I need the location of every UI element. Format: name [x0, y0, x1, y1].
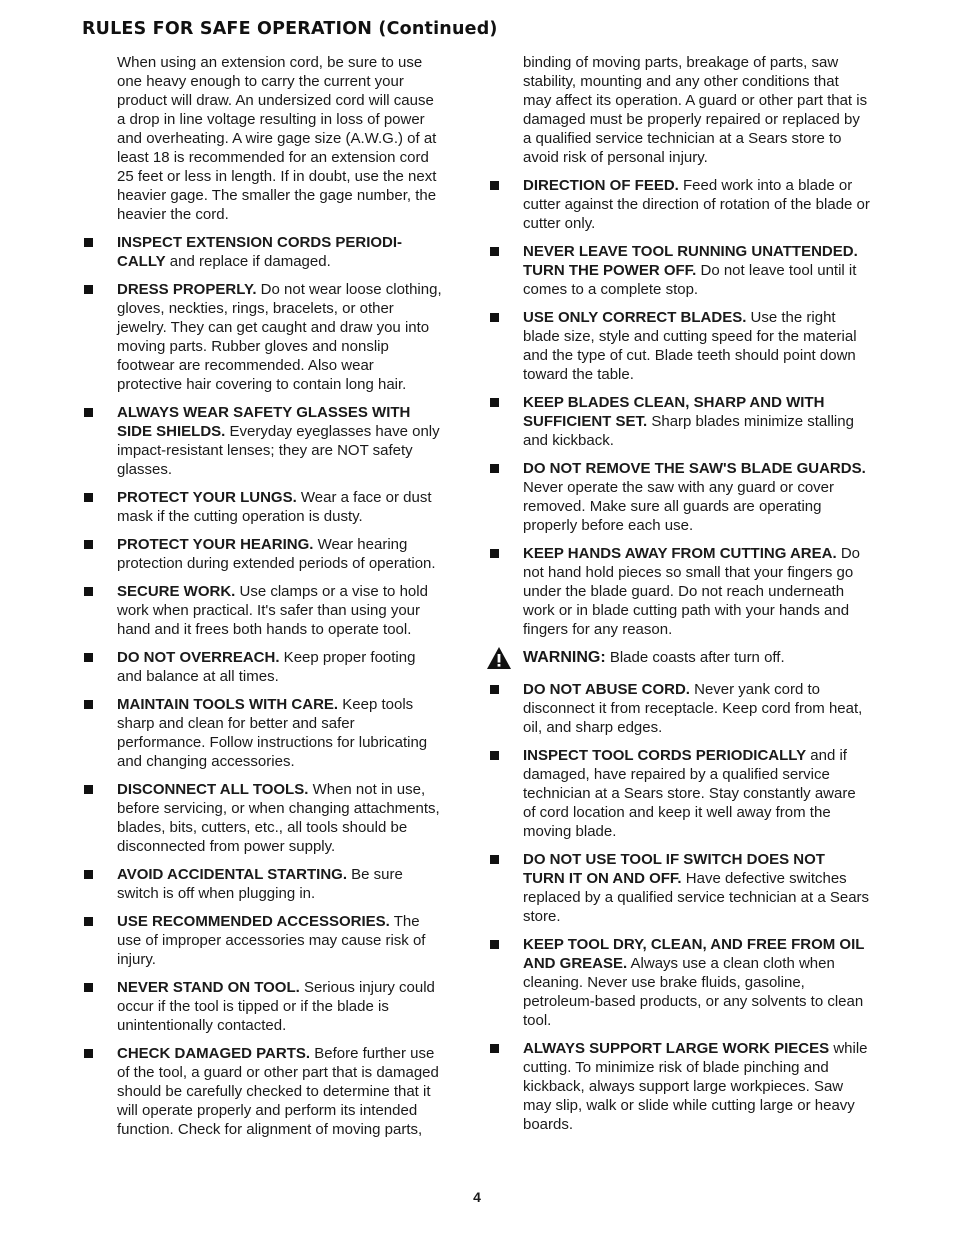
bullet-icon	[490, 313, 499, 322]
rule-safety-glasses: ALWAYS WEAR SAFETY GLASSES WITH SIDE SHIELDS. Everyday eyeglasses have only impact-resistant lenses; they are NOT safety glasses.	[82, 403, 442, 479]
rule-keep-tool-dry: KEEP TOOL DRY, CLEAN, AND FREE FROM OIL AND GREASE. Always use a clean cloth when cleaning. Never use brake fluids, gasoline, petroleum-based products, or any solvents to clean tool.	[488, 935, 870, 1030]
damaged-parts-continuation: binding of moving parts, breakage of parts, saw stability, mounting and any other conditions that may affect its operation. A guard or other part that is damaged must be properly repaired or replaced by a qualified service technician at a Sears store to avoid risk of personal injury.	[523, 54, 868, 166]
blade-coast-warning: WARNING: Blade coasts after turn off.	[488, 648, 870, 667]
rule-keep-blades-clean: KEEP BLADES CLEAN, SHARP AND WITH SUFFICIENT SET. Sharp blades minimize stalling and kickback.	[488, 393, 870, 450]
bullet-icon	[490, 1044, 499, 1053]
bullet-icon	[84, 238, 93, 247]
left-column	[82, 53, 442, 1148]
bullet-icon	[84, 285, 93, 294]
bullet-icon	[84, 870, 93, 879]
rule-switch-check: DO NOT USE TOOL IF SWITCH DOES NOT TURN IT ON AND OFF. Have defective switches replaced by a qualified service technician at a Sears store.	[488, 850, 870, 926]
rule-avoid-accidental-starting: AVOID ACCIDENTAL STARTING. Be sure switch is off when plugging in.	[82, 865, 442, 903]
bullet-icon	[84, 700, 93, 709]
page-title: RULES FOR SAFE OPERATION (Continued)	[82, 19, 498, 39]
bullet-icon	[490, 940, 499, 949]
rule-disconnect-tools: DISCONNECT ALL TOOLS. When not in use, before servicing, or when changing attachments, blades, bits, cutters, etc., all tools should be disconnected from power supply.	[82, 780, 442, 856]
bullet-icon	[490, 751, 499, 760]
rule-blade-guards: DO NOT REMOVE THE SAW'S BLADE GUARDS. Never operate the saw with any guard or cover removed. Make sure all guards are operating properly before each use.	[488, 459, 870, 535]
bullet-icon	[84, 493, 93, 502]
rule-do-not-abuse-cord: DO NOT ABUSE CORD. Never yank cord to disconnect it from receptacle. Keep cord from heat, oil, and sharp edges.	[488, 680, 870, 737]
rule-inspect-tool-cords: INSPECT TOOL CORDS PERIODICALLY and if damaged, have repaired by a qualified service technician at a Sears store. Stay constantly aware of cord location and keep it well away from the moving blade.	[488, 746, 870, 841]
bullet-icon	[490, 398, 499, 407]
rule-inspect-extension-cords: INSPECT EXTENSION CORDS PERIODI-CALLY and replace if damaged.	[82, 233, 442, 271]
right-column	[488, 53, 870, 1143]
rule-protect-lungs: PROTECT YOUR LUNGS. Wear a face or dust mask if the cutting operation is dusty.	[82, 488, 442, 526]
bullet-icon	[84, 408, 93, 417]
bullet-icon	[84, 1049, 93, 1058]
bullet-icon	[84, 983, 93, 992]
rule-recommended-accessories: USE RECOMMENDED ACCESSORIES. The use of improper accessories may cause risk of injury.	[82, 912, 442, 969]
rule-support-large-work: ALWAYS SUPPORT LARGE WORK PIECES while cutting. To minimize risk of blade pinching and kickback, always support large workpieces. Saw may slip, walk or slide while cutting large or heavy boards.	[488, 1039, 870, 1134]
rule-never-leave-tool-running: NEVER LEAVE TOOL RUNNING UNATTENDED. TURN THE POWER OFF. Do not leave tool until it comes to a complete stop.	[488, 242, 870, 299]
rule-keep-hands-away: KEEP HANDS AWAY FROM CUTTING AREA. Do not hand hold pieces so small that your fingers go under the blade guard. Do not reach underneath work or in blade cutting path with your hands and fingers for any reason.	[488, 544, 870, 639]
bullet-icon	[84, 785, 93, 794]
bullet-icon	[490, 549, 499, 558]
bullet-icon	[490, 181, 499, 190]
bullet-icon	[490, 685, 499, 694]
bullet-icon	[84, 917, 93, 926]
bullet-icon	[84, 587, 93, 596]
warning-triangle-icon	[486, 646, 512, 670]
rule-protect-hearing: PROTECT YOUR HEARING. Wear hearing protection during extended periods of operation.	[82, 535, 442, 573]
rule-dress-properly: DRESS PROPERLY. Do not wear loose clothing, gloves, neckties, rings, bracelets, or other jewelry. They can get caught and draw you into moving parts. Rubber gloves and nonslip footwear are recommended. Also wear protective hair covering to contain long hair.	[82, 280, 442, 394]
rule-never-stand-on-tool: NEVER STAND ON TOOL. Serious injury could occur if the tool is tipped or if the blade is unintentionally contacted.	[82, 978, 442, 1035]
bullet-icon	[490, 855, 499, 864]
bullet-icon	[84, 653, 93, 662]
bullet-icon	[490, 247, 499, 256]
page-number: 4	[473, 1189, 481, 1205]
bullet-icon	[490, 464, 499, 473]
bullet-icon	[84, 540, 93, 549]
extension-cord-intro: When using an extension cord, be sure to use one heavy enough to carry the current your product will draw. An undersized cord will cause a drop in line voltage resulting in loss of power and overheating. A wire gage size (A.W.G.) of at least 18 is recommended for an extension cord 25 feet or less in length. If in doubt, use the next heavier gage. The smaller the gage number, the heavier the cord.	[117, 54, 437, 223]
rule-correct-blades: USE ONLY CORRECT BLADES. Use the right blade size, style and cutting speed for the material and the type of cut. Blade teeth should point down toward the table.	[488, 308, 870, 384]
rule-direction-of-feed: DIRECTION OF FEED. Feed work into a blade or cutter against the direction of rotation of the blade or cutter only.	[488, 176, 870, 233]
rule-check-damaged-parts: CHECK DAMAGED PARTS. Before further use of the tool, a guard or other part that is damaged should be carefully checked to determine that it will operate properly and perform its intended function. Check for alignment of moving parts,	[82, 1044, 442, 1139]
rule-secure-work: SECURE WORK. Use clamps or a vise to hold work when practical. It's safer than using your hand and it frees both hands to operate tool.	[82, 582, 442, 639]
rule-do-not-overreach: DO NOT OVERREACH. Keep proper footing and balance at all times.	[82, 648, 442, 686]
rule-maintain-tools: MAINTAIN TOOLS WITH CARE. Keep tools sharp and clean for better and safer performance. Follow instructions for lubricating and changing accessories.	[82, 695, 442, 771]
